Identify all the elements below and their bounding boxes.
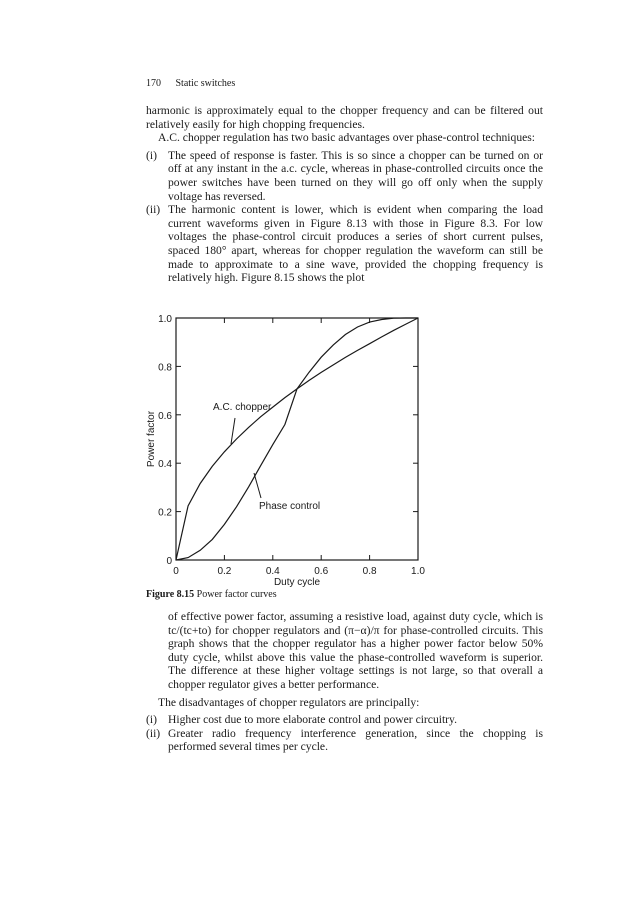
list-number: (i) [146,713,157,727]
series-line-phase-control [176,318,418,560]
x-tick-label: 0 [173,566,179,577]
list-text: The harmonic content is lower, which is evident when comparing the load current waveforms given in Figure 8.13 with those in Figure 8.3. For low voltages the phase-control circuit produces a series of short current pulses, spaced 180° apart, whereas for chopper regulation the waveform can still be made to approximate to a sine wave, provided the chopping frequency is relatively high. Figure 8.15 shows the plot [168,203,543,285]
power-factor-chart [140,310,440,590]
list-number: (ii) [146,203,161,217]
list-text: The speed of response is faster. This is so since a chopper can be turned on or off at any instant in the a.c. cycle, whereas in phase-controlled circuits once the power switches have been turned on they will go off only when the supply voltage has reversed. [168,148,543,203]
y-tick-label: 0 [166,556,172,567]
body-text-top [146,104,543,285]
y-tick-label: 0.2 [158,507,172,519]
list-item [146,203,543,285]
annotation-ac-chopper: A.C. chopper [213,402,272,413]
annotation-phase-control: Phase control [259,501,321,512]
page-number: 170 [146,78,161,89]
figure-caption [146,589,277,600]
y-tick-label: 1.0 [158,314,172,325]
body-text-bottom [146,610,543,754]
figure-label: Figure 8.15 [146,589,195,600]
annotation-leader-phase-control [254,473,261,498]
running-header [146,78,247,89]
x-tick-label: 0.4 [265,566,280,577]
plot-frame [176,318,418,560]
paragraph: harmonic is approximately equal to the chopper frequency and can be filtered out relatively easily for high chopping frequencies. [146,104,543,131]
running-title: Static switches [175,78,236,89]
list-text: Higher cost due to more elaborate control and power circuitry. [168,713,457,727]
list-item [146,727,543,754]
x-axis-label: Duty cycle [273,577,321,588]
x-tick-label: 1.0 [411,566,425,577]
y-tick-label: 0.6 [158,410,172,422]
y-tick-label: 0.8 [158,362,172,374]
list-number: (ii) [146,726,161,740]
list-text: Greater radio frequency interference generation, since the chopping is performed several times per cycle. [168,726,543,754]
list-number: (i) [146,148,157,162]
list-item [146,149,543,203]
y-axis-label: Power factor [146,410,157,468]
paragraph: A.C. chopper regulation has two basic advantages over phase-control techniques: [158,131,536,145]
annotation-leader-ac-chopper [231,418,235,444]
paragraph: The disadvantages of chopper regulators are principally: [158,695,420,709]
x-tick-label: 0.8 [362,566,377,577]
list-item [146,713,543,727]
y-tick-label: 0.4 [158,459,172,471]
series-line-ac-chopper [176,318,418,560]
x-tick-label: 0.6 [314,566,329,577]
x-tick-label: 0.2 [217,566,232,577]
paragraph: of effective power factor, assuming a resistive load, against duty cycle, which is tc/(tc+to) for chopper regulators and (π−α)/π for phase-controlled circuits. This graph shows that the chopper regulator has a higher power factor below 50% duty cycle, whilst above this value the phase-controlled waveform is superior. The difference at these higher voltage settings is not large, so that overall a chopper regulator gives a better performance. [168,610,543,691]
figure-caption-text: Power factor curves [196,589,277,600]
